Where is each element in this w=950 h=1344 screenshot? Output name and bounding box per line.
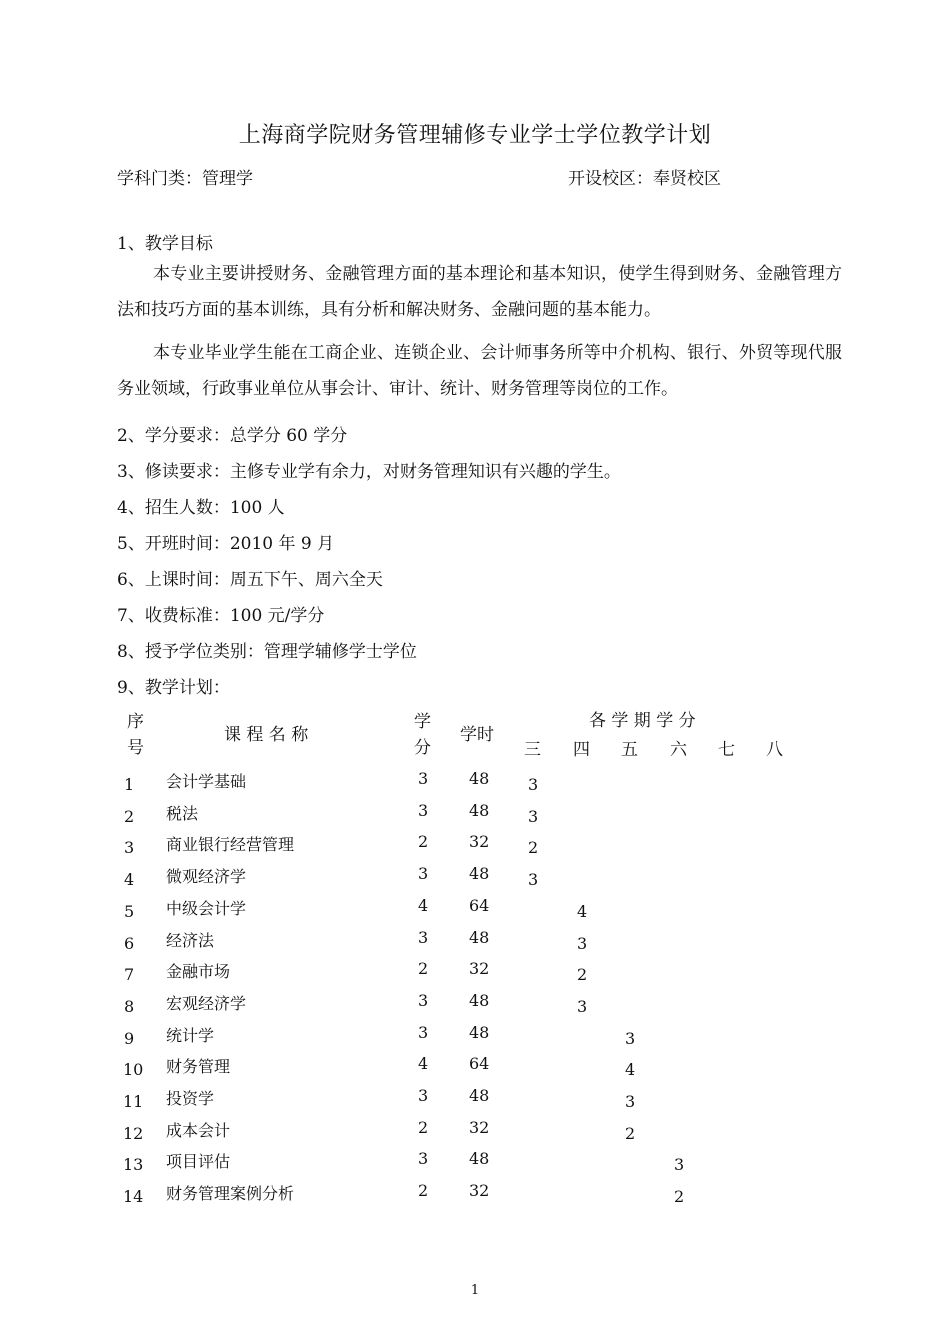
header-term-7: 七 <box>718 740 735 760</box>
class-schedule: 6、上课时间：周五下午、周六全天 <box>117 570 383 590</box>
row-credit: 3 <box>418 928 429 947</box>
row-term-credit: 4 <box>577 902 588 921</box>
row-hours: 48 <box>469 928 490 947</box>
campus-info: 开设校区：奉贤校区 <box>568 169 721 189</box>
goal-paragraph-2: 本专业毕业学生能在工商企业、连锁企业、会计师事务所等中介机构、银行、外贸等现代服务业领域，行政事业单位从事会计、审计、统计、财务管理等岗位的工作。 <box>117 343 842 399</box>
page-number: 1 <box>470 1283 480 1298</box>
row-course-name: 财务管理 <box>166 1057 231 1076</box>
row-number: 5 <box>124 902 135 921</box>
header-seq-bottom: 号 <box>127 738 144 758</box>
header-term-5: 五 <box>621 740 638 760</box>
row-term-credit: 3 <box>674 1155 685 1174</box>
row-credit: 3 <box>418 1149 429 1168</box>
row-hours: 48 <box>469 1149 490 1168</box>
row-course-name: 投资学 <box>166 1089 215 1108</box>
row-course-name: 金融市场 <box>166 962 231 981</box>
row-term-credit: 3 <box>577 997 588 1016</box>
row-term-credit: 3 <box>625 1029 636 1048</box>
row-term-credit: 2 <box>528 838 539 857</box>
row-credit: 4 <box>418 896 429 915</box>
page-title: 上海商学院财务管理辅修专业学士学位教学计划 <box>238 123 712 148</box>
row-hours: 32 <box>469 1181 490 1200</box>
row-number: 7 <box>124 965 135 984</box>
row-term-credit: 3 <box>577 934 588 953</box>
row-course-name: 中级会计学 <box>166 899 247 918</box>
row-course-name: 宏观经济学 <box>166 994 247 1013</box>
row-course-name: 商业银行经营管理 <box>166 835 295 854</box>
row-course-name: 会计学基础 <box>166 772 247 791</box>
row-number: 12 <box>123 1124 144 1143</box>
study-requirement: 3、修读要求：主修专业学有余力，对财务管理知识有兴趣的学生。 <box>117 462 621 482</box>
credit-requirement: 2、学分要求：总学分 60 学分 <box>117 426 348 446</box>
row-credit: 4 <box>418 1054 429 1073</box>
row-hours: 32 <box>469 832 490 851</box>
row-number: 6 <box>124 934 135 953</box>
row-course-name: 经济法 <box>166 931 215 950</box>
row-course-name: 税法 <box>166 804 199 823</box>
header-term-3: 三 <box>524 740 541 760</box>
row-course-name: 统计学 <box>166 1026 215 1045</box>
header-term-4: 四 <box>573 740 590 760</box>
row-term-credit: 4 <box>625 1060 636 1079</box>
discipline-category: 学科门类：管理学 <box>117 169 253 189</box>
header-term-8: 八 <box>766 740 783 760</box>
row-credit: 2 <box>418 959 429 978</box>
row-term-credit: 2 <box>674 1187 685 1206</box>
goal-paragraph-1: 本专业主要讲授财务、金融管理方面的基本理论和基本知识，使学生得到财务、金融管理方法和技巧方面的基本训练，具有分析和解决财务、金融问题的基本能力。 <box>117 264 842 320</box>
row-credit: 3 <box>418 1023 429 1042</box>
row-number: 14 <box>123 1187 144 1206</box>
fee-standard: 7、收费标准：100 元/学分 <box>117 606 325 626</box>
row-credit: 3 <box>418 1086 429 1105</box>
row-credit: 3 <box>418 801 429 820</box>
row-hours: 48 <box>469 769 490 788</box>
row-course-name: 微观经济学 <box>166 867 247 886</box>
goal-heading: 1、教学目标 <box>117 234 213 254</box>
row-term-credit: 3 <box>528 775 539 794</box>
row-number: 10 <box>123 1060 144 1079</box>
header-hours: 学时 <box>460 725 494 745</box>
row-course-name: 项目评估 <box>166 1152 231 1171</box>
row-hours: 48 <box>469 1023 490 1042</box>
class-start-time: 5、开班时间：2010 年 9 月 <box>117 534 335 554</box>
row-term-credit: 3 <box>528 870 539 889</box>
row-course-name: 财务管理案例分析 <box>166 1184 295 1203</box>
row-number: 2 <box>124 807 135 826</box>
header-credit-top: 学 <box>414 712 431 732</box>
row-credit: 2 <box>418 1118 429 1137</box>
header-credit-bottom: 分 <box>414 738 431 758</box>
row-number: 4 <box>124 870 135 889</box>
row-hours: 32 <box>469 1118 490 1137</box>
row-hours: 48 <box>469 864 490 883</box>
row-credit: 3 <box>418 769 429 788</box>
row-number: 13 <box>123 1155 144 1174</box>
row-hours: 48 <box>469 1086 490 1105</box>
row-hours: 48 <box>469 801 490 820</box>
header-course-name: 课 程 名 称 <box>224 725 309 745</box>
row-term-credit: 2 <box>625 1124 636 1143</box>
enrollment-number: 4、招生人数：100 人 <box>117 498 285 518</box>
row-number: 11 <box>123 1092 144 1111</box>
degree-type: 8、授予学位类别：管理学辅修学士学位 <box>117 642 417 662</box>
row-hours: 64 <box>469 896 490 915</box>
row-number: 9 <box>124 1029 135 1048</box>
row-number: 1 <box>124 775 135 794</box>
row-credit: 3 <box>418 864 429 883</box>
row-course-name: 成本会计 <box>166 1121 231 1140</box>
row-credit: 2 <box>418 832 429 851</box>
row-number: 8 <box>124 997 135 1016</box>
header-term-6: 六 <box>670 740 687 760</box>
row-term-credit: 3 <box>625 1092 636 1111</box>
teaching-plan-heading: 9、教学计划： <box>117 678 230 698</box>
row-credit: 2 <box>418 1181 429 1200</box>
header-term-credits: 各 学 期 学 分 <box>589 711 696 731</box>
row-term-credit: 3 <box>528 807 539 826</box>
row-hours: 64 <box>469 1054 490 1073</box>
row-hours: 48 <box>469 991 490 1010</box>
header-seq-top: 序 <box>127 712 144 732</box>
row-credit: 3 <box>418 991 429 1010</box>
row-term-credit: 2 <box>577 965 588 984</box>
row-hours: 32 <box>469 959 490 978</box>
row-number: 3 <box>124 838 135 857</box>
